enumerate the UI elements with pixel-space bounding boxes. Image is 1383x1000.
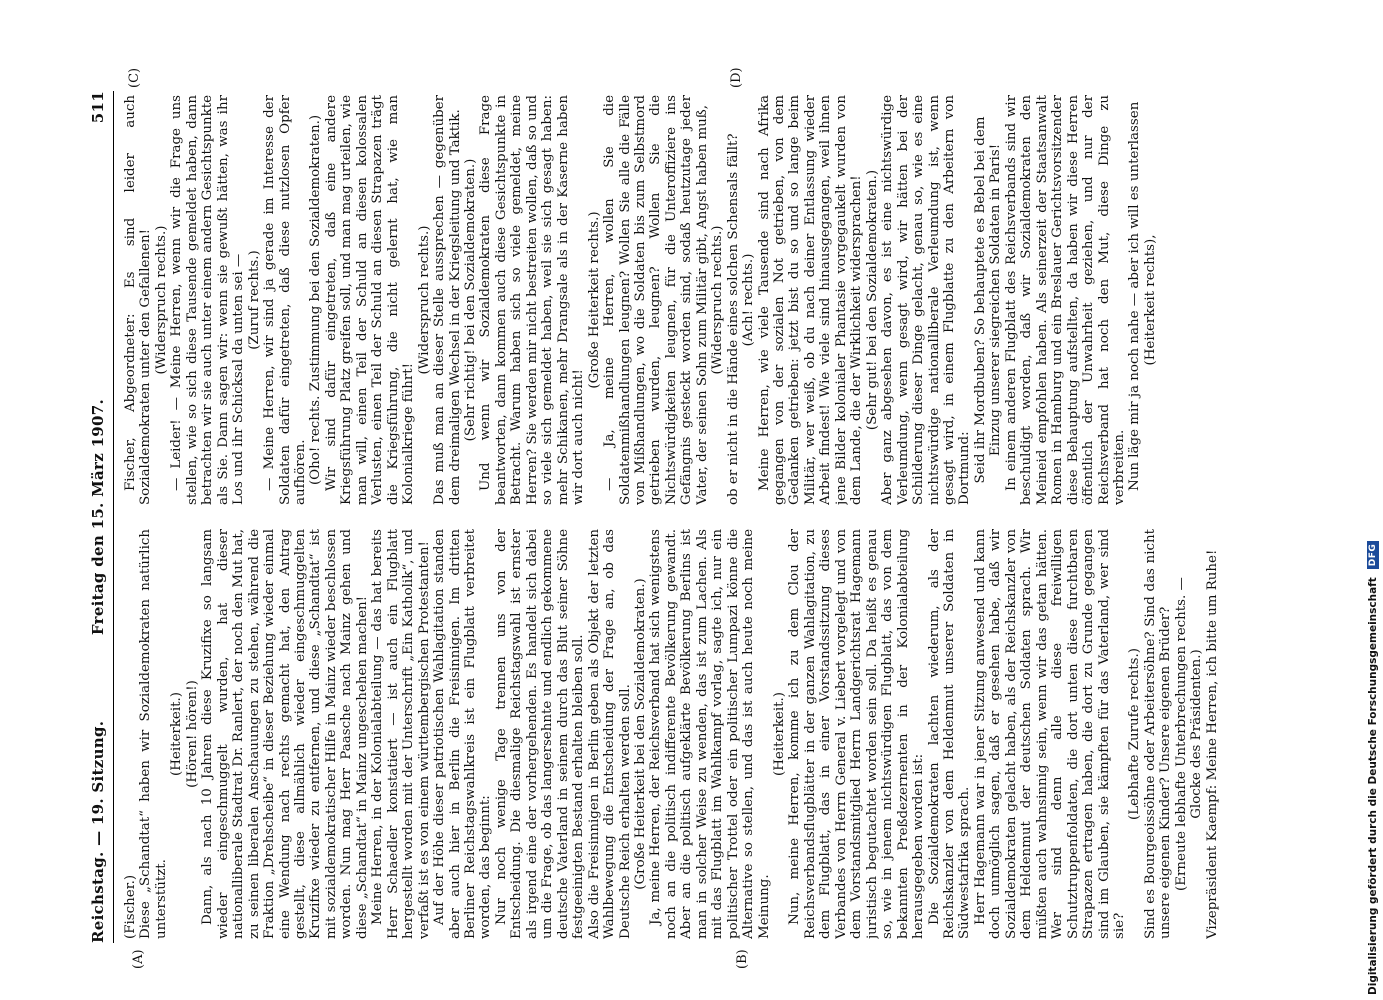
left-column-paragraph: Ja, meine Herren, der Reichsverband hat sich wenigstens noch an die politisch indifferente Bevölkerung gewandt. Aber an die politisch aufgeklärte Bevölkerung Berlins ist man in solcher Weise zu wenden, das ist zum Lachen. Als mit das Flugblatt im Wahlkampf vorlag, sagte ich, nur ein politischer Trottel oder ein politischer Lumpazi könne die Alternative so stellen, und das ist auch heute noch meine Meinung.	[648, 529, 772, 939]
left-column-paragraph: Nun, meine Herren, komme ich zu dem Clou der Reichsverbandsflugblätter in der ganzen Wahlagitation, zu dem Flugblatt, das in einer Vorstandssitzung dieses Verbandes von Herrn General v. Liebert vorgelegt und von dem Vorstandsmitglied Herrn Landgerichtsrat Hagemann juristisch begutachtet worden sein soll. Da heißt es genau so, wie in jenem nichtswürdigen Flugblatt, das von dem bekannten Preßdezernenten in der Kolonialabteilung herausgegeben worden ist:	[787, 529, 927, 939]
right-column-paragraph: (Ach! rechts.)	[741, 253, 757, 347]
header-session: Reichstag. — 19. Sitzung.	[89, 720, 107, 943]
left-column-paragraph: Herr Hagemann war in jener Sitzung anwesend und kann doch unmöglich sagen, daß er gesehen habe, daß wir Sozialdemokraten gelacht haben, als der Reichskanzler von dem Heldenmut der deutschen Soldaten sprach. Wir müßten auch wahnsinnig sein, wenn wir das getan hätten. Wer sind denn alle diese freiwilligen Schutztruppenfoldaten, die dort unten diese furchtbaren Strapazen ertragen haben, die dort zu Grunde gegangen sind im Glauben, sie kämpften für das Vaterland, wer sind sie?	[972, 529, 1127, 939]
left-column-paragraph: Also die Freisinnigen in Berlin geben als Objekt der letzten Wahlbewegung die Entscheidung der Frage an, ob das Deutsche Reich erhalten werden soll.	[586, 529, 633, 939]
right-column-paragraph: (Sehr richtig! bei den Sozialdemokraten.)	[462, 158, 478, 442]
right-column-paragraph: Aber ganz abgesehen davon, es ist eine nichtswürdige Verleumdung, wenn gesagt wird, wir hätten bei der Schilderung dieser Dinge gelacht, genau so, wie es eine nichtswürdige nationalliberale Verleumdung ist, wenn gesagt wird, in einem Flugblatte zu den Arbeitern von Dortmund:	[880, 95, 973, 505]
page-header	[85, 91, 114, 943]
left-column-paragraph: Dann, als nach 10 Jahren diese Kruzifixe so langsam wieder eingeschmuggelt wurden, hat dieser nationalliberale Stadtrat Dr. Ranlert, der noch den Mut hat, zu seinen liberalen Anschauungen zu stehen, während die Fraktion „Drehscheibe“ in dieser Beziehung wieder einmal eine Wendung nach rechts gemacht hat, den Antrag gestellt, diese allmählich wieder eingeschmuggelten Kruzifixe wieder zu entfernen, und diese „Schandtat“ ist mit sozialdemokratischer Hilfe in Mainz wieder beschlossen worden. Nun mag Herr Paasche nach Mainz gehen und diese „Schandtat“ in Mainz ungeschehen machen!	[200, 529, 370, 939]
margin-mark-a: (A)	[131, 949, 146, 969]
right-column-paragraph: — Ja, meine Herren, wollen Sie die Soldatenmißhandlungen leugnen? Wollen Sie alle die Fälle von Mißhandlungen, wo die Soldaten bis zum Selbstmord getrieben wurden, leugnen? Wollen Sie die Nichtswürdigkeiten leugnen, für die Unteroffiziere ins Gefängnis gesteckt worden sind, sodaß heutzutage jeder Vater, der seinen Sohn zum Militär gibt, Angst haben muß,	[602, 95, 710, 505]
right-column-paragraph: (Zuruf rechts.)	[246, 250, 262, 350]
right-column-paragraph: Meine Herren, wie viele Tausende sind nach Afrika gegangen von der sozialen Not getrieben, von dem Gedanken getrieben: jetzt bist du so und so lange beim Militär, wer weiß, ob du nach deiner Entlassung wieder Arbeit findest! Wie viele sind hinausgegangen, weil ihnen jene Bilder kolonialer Phantasie vorgegaukelt wurden von dem Lande, die der Wirklichkeit widersprachen!	[756, 95, 865, 505]
left-column-paragraph: Auf der Höhe dieser patriotischen Wahlagitation standen aber auch hier in Berlin die Freisinnigen. Im dritten Berliner Reichstagswahlkreis ist ein Flugblatt verbreitet worden, das beginnt:	[432, 529, 494, 939]
left-column-paragraph: (Hören! hören!)	[184, 680, 200, 788]
right-column-paragraph: Und wenn wir Sozialdemokraten diese Frage beantworten, dann kommen auch diese Gesichtspunkte in Betracht. Warum haben sich so viele gemeldet, meine Herren? Sie werden mir nicht bestreiten wollen, daß so und so viele sich gemeldet haben, weil sie sich gesagt haben: mehr Schikanen, mehr Drangsale als in der Kaserne haben wir dort auch nicht!	[478, 95, 587, 505]
dfg-logo: DFG	[1367, 541, 1379, 570]
left-column-paragraph: Nur noch wenige Tage trennen uns von der Entscheidung. Die diesmalige Reichstagswahl ist ernster als irgend eine der vorhergehenden. Es handelt sich dabei um die Frage, ob das langersehnte und endlich gekommene deutsche Vaterland in seinem durch das Blut seiner Söhne festgeeinigten Bestand erhalten bleiben soll.	[493, 529, 587, 939]
right-column-paragraph: Seid ihr Mordbuben? So behauptete es Bebel bei dem Einzug unserer siegreichen Soldaten in Paris!	[972, 116, 1004, 484]
right-column-paragraph: — Leider! — Meine Herren, wenn wir die Frage uns stellen, wie so sich diese Tausende gemeldet haben, dann betrachten wir sie auch unter einem andern Gesichtspunkte als Sie. Dann sagen wir: wenn sie gewußt hätten, was ihr Los und ihr Schicksal da unten sei —	[169, 95, 247, 505]
left-column-paragraph: (Lebhafte Zurufe rechts.)	[1127, 648, 1143, 821]
right-text-column	[123, 95, 1353, 505]
left-column-paragraph: Glocke des Präsidenten.)	[1189, 649, 1205, 819]
margin-mark-b: (B)	[735, 949, 750, 969]
right-column-paragraph: — Meine Herren, wir sind ja gerade im Interesse der Soldaten dafür eingetreten, daß diese nutzlosen Opfer aufhören.	[262, 95, 308, 505]
right-column-paragraph: (Oho! rechts. Zustimmung bei den Sozialdemokraten.)	[308, 114, 324, 486]
right-column-paragraph: (Widerspruch rechts.)	[416, 225, 432, 375]
right-column-paragraph: In einem anderen Flugblatt des Reichsverbands sind wir beschuldigt worden, daß wir Sozialdemokraten den Meineid empfohlen haben. Als seinerzeit der Staatsanwalt Romen in Hamburg und ein Breslauer Gerichtsvorsitzender diese Behauptung aufstellten, da haben wir diese Herren öffentlich der Unwahrheit geziehen, und nur der Reichsverband hat noch den Mut, diese Dinge zu verbreiten.	[1003, 95, 1127, 505]
right-column-paragraph: ob er nicht in die Hände eines solchen Schensals fällt?	[725, 133, 741, 505]
left-column-paragraph: (Fischer.)	[123, 874, 138, 939]
left-column-paragraph: Sind es Bourgeoissöhne oder Arbeitersöhne? Sind das nicht unsere eigenen Kinder? Unsere eigenen Brüder?	[1142, 529, 1174, 939]
right-column-paragraph: (Heiterkeit rechts),	[1142, 234, 1158, 366]
left-column-paragraph: (Erneute lebhafte Unterbrechungen rechts. —	[1173, 577, 1189, 891]
left-column-paragraph: Meine Herren, in der Kolonialabteilung — das hat bereits Herr Schaedler konstatiert — ist auch ein Flugblatt hergestellt worden mit der Unterschrift „Ein Katholik“, und verfaßt ist es von einem württembergischen Protestanten!	[370, 529, 432, 939]
right-column-paragraph: (Widerspruch rechts.)	[153, 225, 169, 375]
right-column-paragraph: (Große Heiterkeit rechts.)	[586, 211, 602, 389]
right-column-paragraph: (Widerspruch rechts.)	[710, 225, 726, 375]
left-column-paragraph: (Heiterkeit.)	[772, 692, 788, 776]
right-column-paragraph: Das muß man an dieser Stelle aussprechen — gegenüber dem dreimaligen Wechsel in der Kriegsleitung und Taktik.	[432, 95, 463, 505]
rotated-page	[85, 67, 1370, 969]
header-date: Freitag den 15. März 1907.	[89, 398, 107, 636]
left-column-paragraph: (Große Heiterkeit bei den Sozialdemokraten.)	[632, 578, 648, 890]
left-column-paragraph: Diese „Schandtat“ haben wir Sozialdemokraten natürlich unterstützt.	[138, 529, 169, 939]
left-column-paragraph: Die Sozialdemokraten lachten wiederum, als der Reichskanzler von dem Heldenmut unserer Soldaten in Südwestafrika sprach.	[926, 529, 973, 939]
credit-text: Digitalisierung gefördert durch die Deutsche Forschungsgemeinschaft	[1367, 577, 1379, 995]
left-column-paragraph: Vizepräsident Kaempf: Meine Herren, ich bitte um Ruhe!	[1204, 549, 1220, 939]
digitization-credit	[1365, 0, 1381, 995]
right-column-paragraph: Wir sind dafür eingetreten, daß eine andere Kriegsführung Platz greifen soll, und man mag urteilen, wie man will, einen Teil der Schuld an diesen kolossalen Verlusten, einen Teil der Schuld an diesen Strapazen trägt die Kriegsführung, die nicht gelernt hat, wie man Kolonialkriege führt!	[323, 95, 417, 505]
margin-mark-d: (D)	[729, 67, 744, 88]
margin-mark-c: (C)	[127, 67, 142, 88]
right-column-paragraph: Nun läge mir ja noch nahe — aber ich will es unterlassen	[1127, 101, 1143, 491]
right-column-paragraph: (Sehr gut! bei den Sozialdemokraten.)	[864, 169, 880, 431]
page-number: 511	[89, 91, 107, 124]
left-column-paragraph: (Heiterkeit.)	[169, 692, 185, 776]
left-text-column	[123, 529, 1353, 939]
right-column-paragraph: Fischer, Abgeordneter: Es sind leider auch Sozialdemokraten unter den Gefallenen!	[123, 95, 154, 505]
